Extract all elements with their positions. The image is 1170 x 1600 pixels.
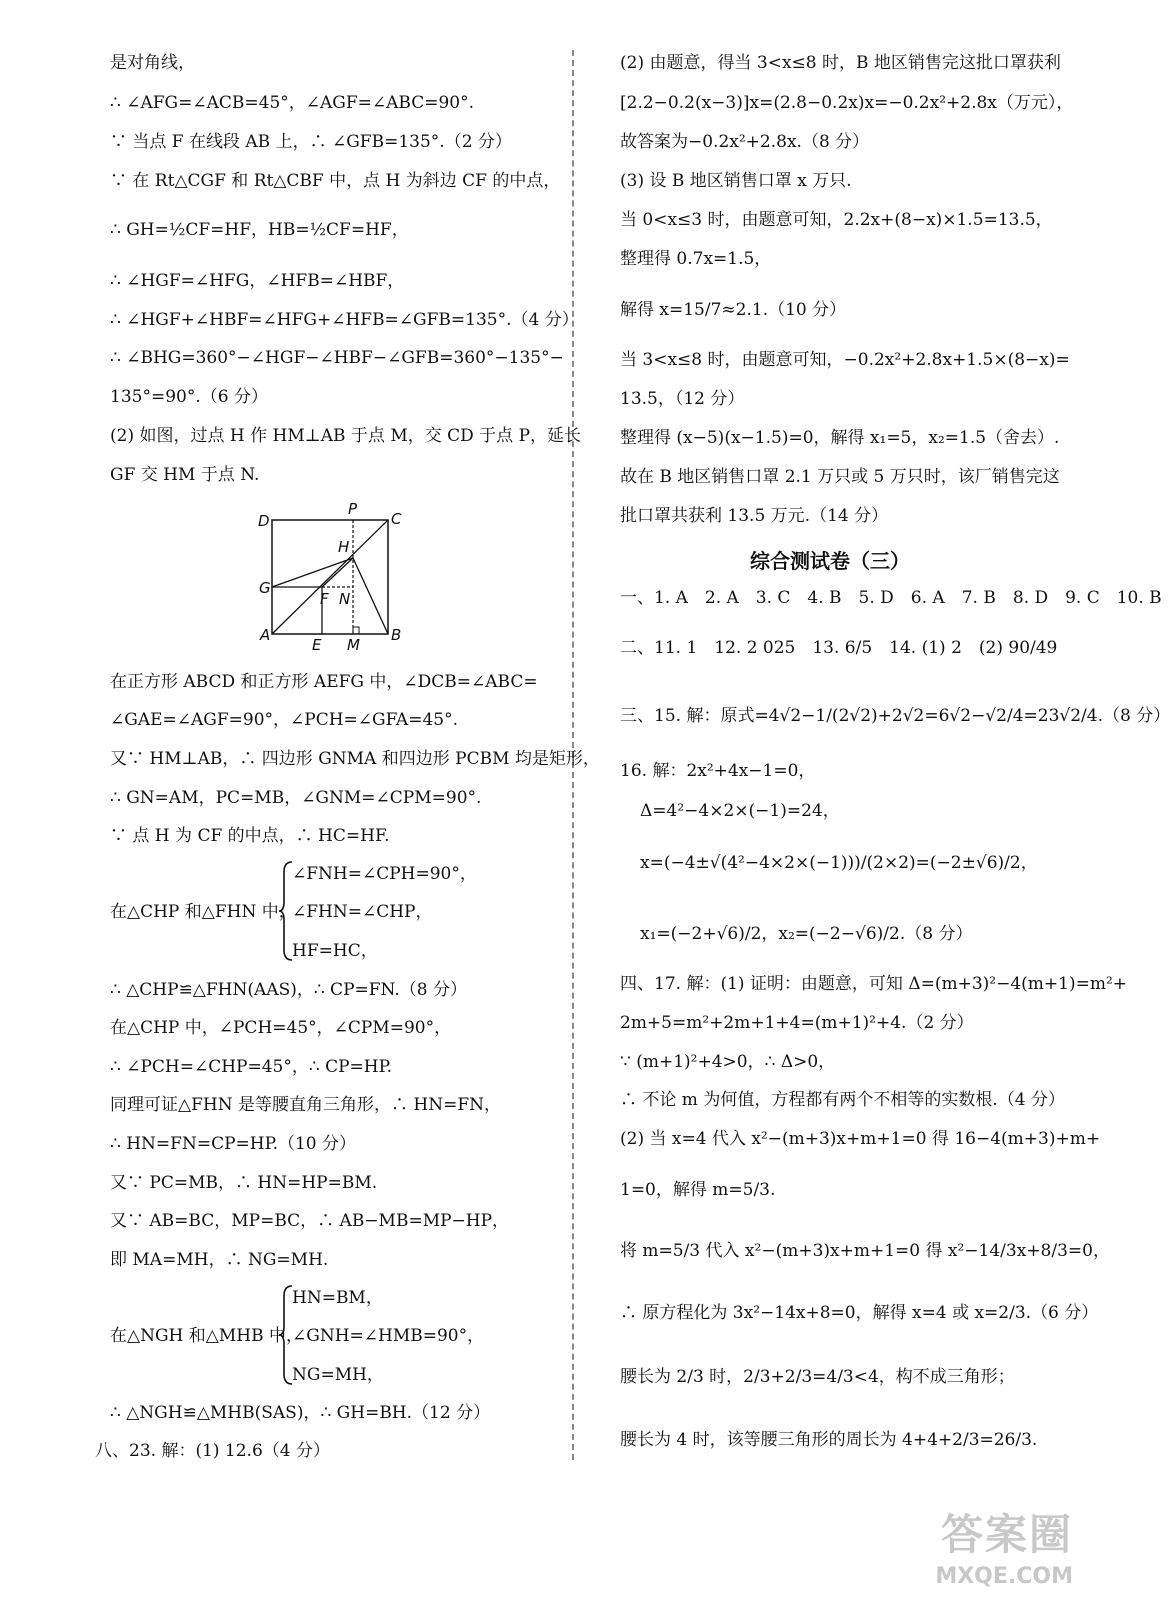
system-line: ∠FHN=∠CHP， bbox=[292, 902, 433, 922]
text-line: ∵ 在 Rt△CGF 和 Rt△CBF 中，点 H 为斜边 CF 的中点， bbox=[110, 171, 561, 191]
text-line: 整理得 (x−5)(x−1.5)=0，解得 x₁=5，x₂=1.5（舍去）. bbox=[620, 428, 1060, 448]
text-line: (2) 由题意，得当 3<x≤8 时，B 地区销售完这批口罩获利 bbox=[620, 53, 1061, 73]
text-line: 腰长为 4 时，该等腰三角形的周长为 4+4+2/3=26/3. bbox=[620, 1430, 1038, 1450]
text-line: 将 m=5/3 代入 x²−(m+3)x+m+1=0 得 x²−14/3x+8/3=0， bbox=[620, 1241, 1110, 1261]
text-line: ∴ 原方程化为 3x²−14x+8=0，解得 x=4 或 x=2/3.（6 分） bbox=[620, 1303, 1099, 1323]
right-angle-mark bbox=[353, 627, 359, 634]
text-line: ∴ ∠HGF=∠HFG，∠HFB=∠HBF， bbox=[110, 271, 405, 291]
text-line: ∵ 当点 F 在线段 AB 上，∴ ∠GFB=135°.（2 分） bbox=[110, 132, 512, 152]
text-line: 13.5，（12 分） bbox=[620, 389, 745, 409]
label-p: P bbox=[348, 500, 358, 518]
system-line: NG=MH， bbox=[292, 1365, 384, 1385]
text-line: 批口罩共获利 13.5 万元.（14 分） bbox=[620, 506, 889, 526]
diagonal-ac bbox=[272, 520, 388, 634]
text-line: ∴ ∠BHG=360°−∠HGF−∠HBF−∠GFB=360°−135°− bbox=[110, 348, 564, 368]
system-prefix: 在△NGH 和△MHB 中， bbox=[110, 1326, 303, 1346]
label-g: G bbox=[259, 579, 271, 597]
text-line: (3) 设 B 地区销售口罩 x 万只. bbox=[620, 171, 852, 191]
segment-gh bbox=[272, 558, 353, 587]
text-line: 135°=90°.（6 分） bbox=[110, 387, 268, 407]
text-line: (2) 如图，过点 H 作 HM⊥AB 于点 M，交 CD 于点 P，延长 bbox=[110, 426, 582, 446]
text-line: 一、1. A 2. A 3. C 4. B 5. D 6. A 7. B 8. D 9. C 10. B bbox=[620, 588, 1162, 608]
label-f: F bbox=[320, 590, 329, 608]
label-m: M bbox=[347, 636, 360, 654]
text-line: ∴ △CHP≌△FHN(AAS)，∴ CP=FN.（8 分） bbox=[110, 980, 467, 1000]
text-line: 1=0，解得 m=5/3. bbox=[620, 1180, 776, 1200]
text-line: 在△CHP 中，∠PCH=45°，∠CPM=90°， bbox=[110, 1018, 452, 1038]
text-line: 16. 解：2x²+4x−1=0， bbox=[620, 761, 816, 781]
text-line: 当 0<x≤3 时，由题意可知，2.2x+(8−x)×1.5=13.5， bbox=[620, 210, 1053, 230]
text-line: ∴ GH=½CF=HF，HB=½CF=HF， bbox=[110, 220, 409, 240]
section-title: 综合测试卷（三） bbox=[750, 549, 910, 573]
text-line: 四、17. 解：(1) 证明：由题意，可知 Δ=(m+3)²−4(m+1)=m²+ bbox=[620, 974, 1128, 994]
label-c: C bbox=[391, 510, 402, 528]
text-line: x₁=(−2+√6)/2，x₂=(−2−√6)/2.（8 分） bbox=[640, 924, 973, 944]
text-line: 又∵ AB=BC，MP=BC，∴ AB−MB=MP−HP， bbox=[110, 1211, 510, 1231]
text-line: ∴ HN=FN=CP=HP.（10 分） bbox=[110, 1134, 357, 1154]
text-line: ∴ ∠PCH=∠CHP=45°，∴ CP=HP. bbox=[110, 1057, 393, 1077]
text-line: 当 3<x≤8 时，由题意可知，−0.2x²+2.8x+1.5×(8−x)= bbox=[620, 350, 1070, 370]
text-line: ∵ (m+1)²+4>0，∴ Δ>0， bbox=[620, 1052, 836, 1072]
system-line: HF=HC， bbox=[292, 941, 378, 961]
system-line: HN=BM， bbox=[292, 1288, 383, 1308]
text-line: ∠GAE=∠AGF=90°，∠PCH=∠GFA=45°. bbox=[110, 710, 458, 730]
text-line: 是对角线， bbox=[110, 53, 195, 73]
text-line: 2m+5=m²+2m+1+4=(m+1)²+4.（2 分） bbox=[620, 1013, 974, 1033]
text-line: 又∵ PC=MB，∴ HN=HP=BM. bbox=[110, 1173, 378, 1193]
watermark bbox=[883, 1502, 1073, 1592]
text-line: 二、11. 1 12. 2 025 13. 6/5 14. (1) 2 (2) 90/49 bbox=[620, 638, 1058, 658]
text-line: 三、15. 解：原式=4√2−1/(2√2)+2√2=6√2−√2/4=23√2/4.（8 分） bbox=[620, 706, 1170, 726]
text-line: x=(−4±√(4²−4×2×(−1)))/(2×2)=(−2±√6)/2， bbox=[640, 853, 1038, 873]
text-line: 腰长为 2/3 时，2/3+2/3=4/3<4，构不成三角形； bbox=[620, 1367, 1015, 1387]
segment-hb bbox=[353, 558, 388, 634]
segment-fh bbox=[322, 558, 353, 587]
text-line: GF 交 HM 于点 N. bbox=[110, 465, 260, 485]
text-line: ∵ 点 H 为 CF 的中点，∴ HC=HF. bbox=[110, 826, 390, 846]
watermark-url: MXQE.COM bbox=[935, 1564, 1073, 1589]
text-line: 同理可证△FHN 是等腰直角三角形，∴ HN=FN， bbox=[110, 1095, 501, 1115]
text-line: 又∵ HM⊥AB，∴ 四边形 GNMA 和四边形 PCBM 均是矩形， bbox=[110, 749, 600, 769]
text-line: (2) 当 x=4 代入 x²−(m+3)x+m+1=0 得 16−4(m+3)+m+ bbox=[620, 1129, 1101, 1149]
text-line: 故在 B 地区销售口罩 2.1 万只或 5 万只时，该厂销售完这 bbox=[620, 467, 1060, 487]
watermark-logo: 答案圈 bbox=[940, 1510, 1073, 1559]
geometry-figure bbox=[250, 500, 410, 655]
text-line: ∴ 不论 m 为何值，方程都有两个不相等的实数根.（4 分） bbox=[620, 1090, 1065, 1110]
system-line: ∠FNH=∠CPH=90°， bbox=[292, 864, 477, 884]
label-a: A bbox=[260, 626, 271, 644]
text-line: 即 MA=MH，∴ NG=MH. bbox=[110, 1250, 329, 1270]
text-line: 故答案为−0.2x²+2.8x.（8 分） bbox=[620, 132, 870, 152]
text-line: [2.2−0.2(x−3)]x=(2.8−0.2x)x=−0.2x²+2.8x（万元）， bbox=[620, 93, 1074, 113]
text-line: 在正方形 ABCD 和正方形 AEFG 中，∠DCB=∠ABC= bbox=[110, 672, 538, 692]
text-line: ∴ ∠AFG=∠ACB=45°，∠AGF=∠ABC=90°. bbox=[110, 93, 475, 113]
system-prefix: 在△CHP 和△FHN 中， bbox=[110, 902, 296, 922]
system-line: ∠GNH=∠HMB=90°， bbox=[292, 1326, 485, 1346]
label-n: N bbox=[339, 590, 351, 608]
text-line: 整理得 0.7x=1.5， bbox=[620, 249, 772, 269]
label-h: H bbox=[338, 538, 350, 556]
label-b: B bbox=[391, 626, 402, 644]
text-line: ∴ GN=AM，PC=MB，∠GNM=∠CPM=90°. bbox=[110, 788, 482, 808]
label-e: E bbox=[312, 636, 322, 654]
text-line: ∴ △NGH≌△MHB(SAS)，∴ GH=BH.（12 分） bbox=[110, 1403, 491, 1423]
label-d: D bbox=[258, 512, 270, 530]
text-line: ∴ ∠HGF+∠HBF=∠HFG+∠HFB=∠GFB=135°.（4 分） bbox=[110, 310, 579, 330]
text-line: 八、23. 解：(1) 12.6（4 分） bbox=[95, 1441, 330, 1461]
text-line: 解得 x=15/7≈2.1.（10 分） bbox=[620, 300, 847, 320]
text-line: Δ=4²−4×2×(−1)=24， bbox=[640, 801, 840, 821]
